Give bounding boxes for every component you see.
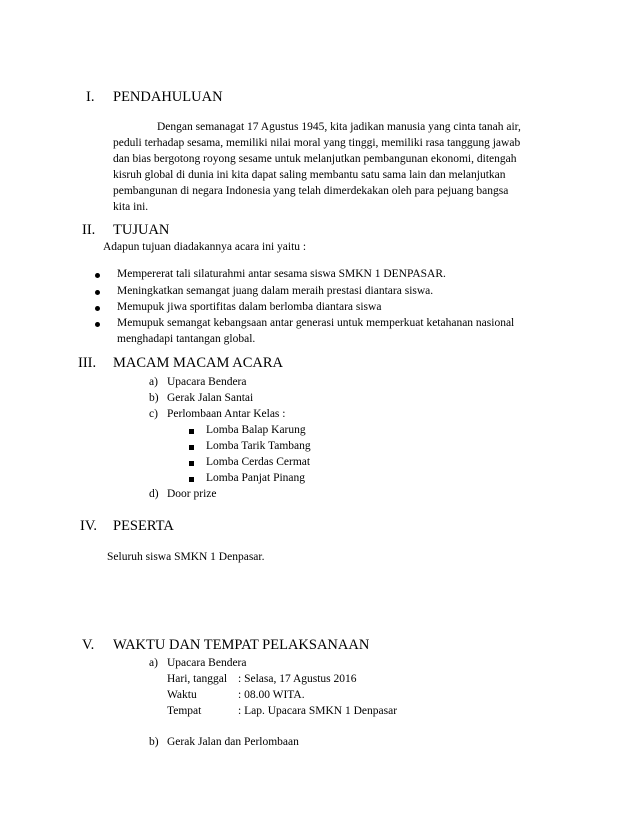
- detail-value: : 08.00 WITA.: [238, 689, 305, 701]
- list-marker: a): [149, 376, 158, 388]
- list-item: Door prize: [167, 488, 217, 500]
- section-4-title: PESERTA: [113, 518, 174, 534]
- list-item: Upacara Bendera: [167, 657, 247, 669]
- sub-list-item: Lomba Panjat Pinang: [206, 472, 306, 484]
- sub-list-item: Lomba Cerdas Cermat: [206, 456, 311, 468]
- bullet-item: Memupuk semangat kebangsaan antar generasi untuk memperkuat ketahanan nasional: [117, 317, 515, 329]
- detail-key: Tempat: [167, 705, 202, 717]
- paragraph-line: kisruh global di dunia ini kita dapat saling membantu satu sama lain dan melanjutkan: [113, 169, 506, 181]
- paragraph-line: dan bias bergotong royong sesame untuk melanjutkan pembangunan ekonomi, ditengah: [113, 153, 517, 165]
- sub-list-item: Lomba Balap Karung: [206, 424, 306, 436]
- detail-key: Hari, tanggal: [167, 673, 228, 685]
- section-5-title: WAKTU DAN TEMPAT PELAKSANAAN: [113, 637, 370, 653]
- detail-value: : Lap. Upacara SMKN 1 Denpasar: [238, 705, 398, 717]
- detail-key: Waktu: [167, 689, 197, 701]
- list-marker: a): [149, 657, 158, 669]
- section-2-intro: Adapun tujuan diadakannya acara ini yaitu :: [103, 241, 307, 253]
- list-item: Gerak Jalan dan Perlombaan: [167, 736, 299, 748]
- section-3-title: MACAM MACAM ACARA: [113, 355, 284, 371]
- section-5-numeral: V.: [82, 637, 95, 653]
- bullet-item: Meningkatkan semangat juang dalam meraih prestasi diantara siswa.: [117, 285, 434, 297]
- bullet-item: Mempererat tali silaturahmi antar sesama siswa SMKN 1 DENPASAR.: [117, 268, 446, 280]
- paragraph-line: Dengan semanagat 17 Agustus 1945, kita jadikan manusia yang cinta tanah air,: [157, 121, 521, 133]
- list-item: Gerak Jalan Santai: [167, 392, 254, 404]
- section-1-title: PENDAHULUAN: [113, 89, 223, 105]
- section-2-title: TUJUAN: [113, 222, 170, 238]
- square-bullet-icon: [189, 477, 194, 482]
- detail-value: : Selasa, 17 Agustus 2016: [238, 673, 357, 685]
- section-3-numeral: III.: [78, 355, 97, 371]
- list-marker: c): [149, 408, 158, 420]
- paragraph-line: pembangunan di negara Indonesia yang telah dimerdekakan oleh para pejuang bangsa: [113, 185, 509, 197]
- list-marker: b): [149, 392, 159, 404]
- list-item: Perlombaan Antar Kelas :: [167, 408, 286, 420]
- square-bullet-icon: [189, 461, 194, 466]
- list-marker: b): [149, 736, 159, 748]
- section-1-numeral: I.: [86, 89, 95, 105]
- sub-list-item: Lomba Tarik Tambang: [206, 440, 311, 452]
- section-2-numeral: II.: [82, 222, 96, 238]
- paragraph-line: kita ini.: [113, 201, 149, 213]
- bullet-item: Memupuk jiwa sportifitas dalam berlomba diantara siswa: [117, 301, 382, 313]
- section-4-numeral: IV.: [80, 518, 98, 534]
- list-marker: d): [149, 488, 159, 500]
- paragraph-line: peduli terhadap sesama, memiliki nilai moral yang tinggi, memiliki rasa tanggung jawab: [113, 137, 521, 149]
- square-bullet-icon: [189, 429, 194, 434]
- list-item: Upacara Bendera: [167, 376, 247, 388]
- square-bullet-icon: [189, 445, 194, 450]
- bullet-item-continuation: menghadapi tantangan global.: [117, 333, 256, 345]
- section-4-text: Seluruh siswa SMKN 1 Denpasar.: [107, 551, 265, 563]
